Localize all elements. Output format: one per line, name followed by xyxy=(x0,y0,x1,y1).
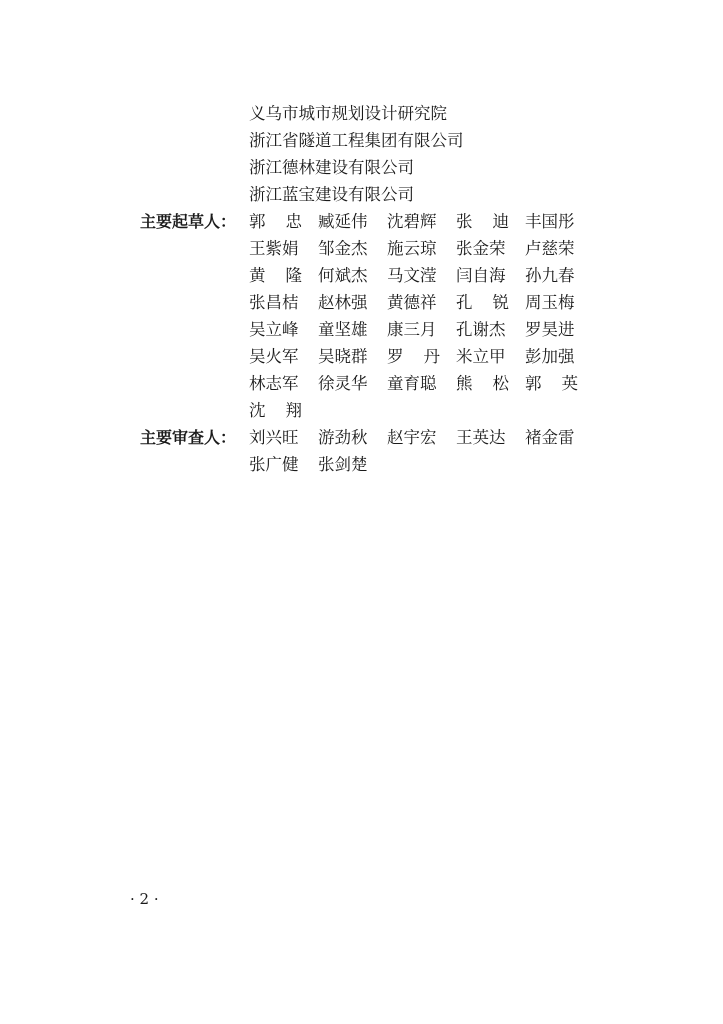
drafter-name: 闫自海 xyxy=(456,266,506,285)
drafter-name: 丰国彤 xyxy=(525,212,575,231)
drafter-name: 王紫娟 xyxy=(249,239,299,258)
drafter-name: 施云琼 xyxy=(387,239,437,258)
drafter-name: 臧延伟 xyxy=(318,212,368,231)
reviewers-names-grid xyxy=(249,424,594,478)
organization-item: 浙江德林建设有限公司 xyxy=(249,158,414,177)
drafter-name: 赵林强 xyxy=(318,293,368,312)
drafter-name: 吴立峰 xyxy=(249,320,299,339)
drafter-name: 熊 松 xyxy=(456,374,509,393)
drafter-name: 罗昊进 xyxy=(525,320,575,339)
drafter-name: 米立甲 xyxy=(456,347,506,366)
drafter-name: 吴火军 xyxy=(249,347,299,366)
drafter-name: 卢慈荣 xyxy=(525,239,575,258)
drafter-name: 黄 隆 xyxy=(249,266,302,285)
organization-list xyxy=(249,100,464,208)
organization-item: 浙江省隧道工程集团有限公司 xyxy=(249,131,464,150)
drafter-name: 童坚雄 xyxy=(318,320,368,339)
drafter-name: 张金荣 xyxy=(456,239,506,258)
drafter-name: 罗 丹 xyxy=(387,347,440,366)
drafter-name: 徐灵华 xyxy=(318,374,368,393)
drafter-name: 孙九春 xyxy=(525,266,575,285)
drafters-label: 主要起草人： xyxy=(140,212,237,231)
drafter-name: 吴晓群 xyxy=(318,347,368,366)
drafter-name: 沈 翔 xyxy=(249,401,302,420)
drafter-name: 张昌桔 xyxy=(249,293,299,312)
reviewer-name: 张剑楚 xyxy=(318,455,368,474)
drafter-name: 童育聪 xyxy=(387,374,437,393)
drafter-name: 沈碧辉 xyxy=(387,212,437,231)
reviewers-label: 主要审查人： xyxy=(140,428,237,447)
drafter-name: 彭加强 xyxy=(525,347,575,366)
reviewer-name: 张广健 xyxy=(249,455,299,474)
drafter-name: 孔 锐 xyxy=(456,293,509,312)
reviewer-name: 游劲秋 xyxy=(318,428,368,447)
reviewer-name: 王英达 xyxy=(456,428,506,447)
drafter-name: 马文滢 xyxy=(387,266,437,285)
page-number: · 2 · xyxy=(130,890,159,908)
reviewer-name: 褚金雷 xyxy=(525,428,575,447)
drafters-names-grid xyxy=(249,208,594,424)
drafter-name: 康三月 xyxy=(387,320,437,339)
drafter-name: 林志军 xyxy=(249,374,299,393)
drafter-name: 黄德祥 xyxy=(387,293,437,312)
drafter-name: 邹金杰 xyxy=(318,239,368,258)
drafter-name: 孔谢杰 xyxy=(456,320,506,339)
drafter-name: 张 迪 xyxy=(456,212,509,231)
reviewer-name: 赵宇宏 xyxy=(387,428,437,447)
drafter-name: 周玉梅 xyxy=(525,293,575,312)
reviewer-name: 刘兴旺 xyxy=(249,428,299,447)
drafter-name: 何斌杰 xyxy=(318,266,368,285)
organization-item: 浙江蓝宝建设有限公司 xyxy=(249,185,414,204)
drafter-name: 郭 英 xyxy=(525,374,578,393)
drafter-name: 郭 忠 xyxy=(249,212,302,231)
organization-item: 义乌市城市规划设计研究院 xyxy=(249,104,447,123)
